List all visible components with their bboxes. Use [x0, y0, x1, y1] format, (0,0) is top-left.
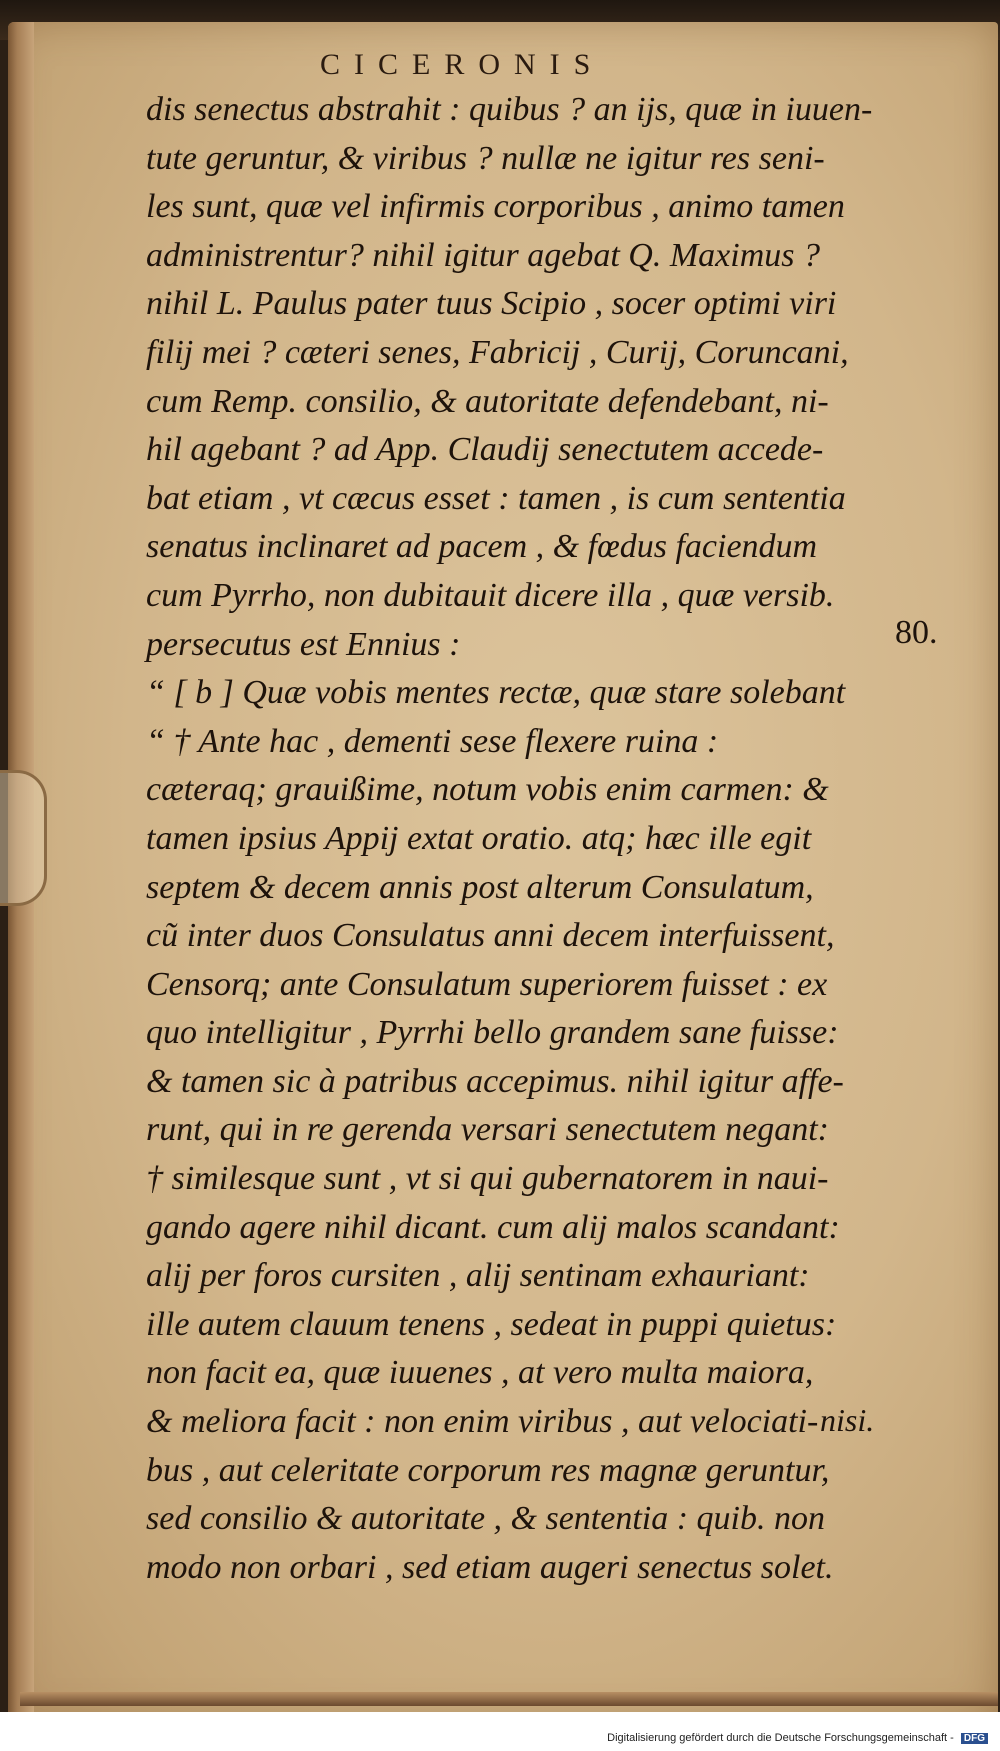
text-line: persecutus est Ennius :: [146, 625, 461, 663]
text-line: bat etiam , vt cæcus esset : tamen , is cum sententia: [146, 479, 846, 517]
page-bottom-edge: [20, 1692, 998, 1706]
margin-line-number: 80.: [895, 614, 938, 651]
text-line: tamen ipsius Appij extat oratio. atq; hæc ille egit: [146, 819, 812, 857]
text-line: cum Remp. consilio, & autoritate defendebant, ni-: [146, 382, 829, 420]
text-line: † similesque sunt , vt si qui gubernatorem in naui-: [146, 1160, 829, 1198]
catchword: nisi.: [820, 1402, 875, 1438]
text-line: cæteraq; grauißime, notum vobis enim carmen: &: [146, 771, 829, 809]
text-line: hil agebant ? ad App. Claudij senectutem accede-: [146, 431, 824, 469]
text-line: “ † Ante hac , dementi sese flexere ruina :: [146, 722, 719, 760]
text-line: runt, qui in re gerenda versari senectutem negant:: [146, 1111, 830, 1149]
text-line: filij mei ? cæteri senes, Fabricij , Curij, Coruncani,: [146, 333, 849, 371]
text-line: modo non orbari , sed etiam augeri senectus solet.: [146, 1548, 834, 1586]
text-line: septem & decem annis post alterum Consulatum,: [146, 868, 814, 906]
text-line: & meliora facit : non enim viribus , aut velociati-: [146, 1403, 819, 1441]
text-line: senatus inclinaret ad pacem , & fœdus faciendum: [146, 528, 818, 566]
text-line: administrentur? nihil igitur agebat Q. Maximus ?: [146, 236, 821, 274]
text-line: tute geruntur, & viribus ? nullæ ne igitur res seni-: [146, 139, 825, 177]
text-line: cũ inter duos Consulatus anni decem interfuissent,: [146, 917, 835, 955]
text-line: non facit ea, quæ iuuenes , at vero multa maiora,: [146, 1354, 814, 1392]
bookmark-tab: [0, 770, 47, 906]
body-text: [146, 86, 886, 1592]
credit-text: Digitalisierung gefördert durch die Deutsche Forschungsgemeinschaft -: [607, 1732, 954, 1744]
text-line: quo intelligitur , Pyrrhi bello grandem sane fuisse:: [146, 1014, 839, 1052]
text-line: Censorq; ante Consulatum superiorem fuisset : ex: [146, 965, 828, 1003]
text-line: gando agere nihil dicant. cum alij malos scandant:: [146, 1208, 840, 1246]
text-line: ille autem clauum tenens , sedeat in puppi quietus:: [146, 1305, 837, 1343]
text-line: bus , aut celeritate corporum res magnæ geruntur,: [146, 1451, 830, 1489]
dfg-logo: DFG: [961, 1733, 988, 1744]
text-line: & tamen sic à patribus accepimus. nihil igitur affe-: [146, 1062, 844, 1100]
text-line: cum Pyrrho, non dubitauit dicere illa , quæ versib.: [146, 576, 835, 614]
text-line: les sunt, quæ vel infirmis corporibus , animo tamen: [146, 188, 845, 226]
digitization-credit: [607, 1732, 988, 1744]
text-line: nihil L. Paulus pater tuus Scipio , socer optimi viri: [146, 285, 837, 323]
text-line: “ [ b ] Quæ vobis mentes rectæ, quæ stare solebant: [146, 674, 846, 712]
text-line: alij per foros cursiten , alij sentinam exhauriant:: [146, 1257, 810, 1295]
text-line: sed consilio & autoritate , & sententia : quib. non: [146, 1500, 826, 1538]
text-line: dis senectus abstrahit : quibus ? an ijs, quæ in iuuen-: [146, 91, 873, 128]
running-title: CICERONIS: [320, 48, 605, 81]
